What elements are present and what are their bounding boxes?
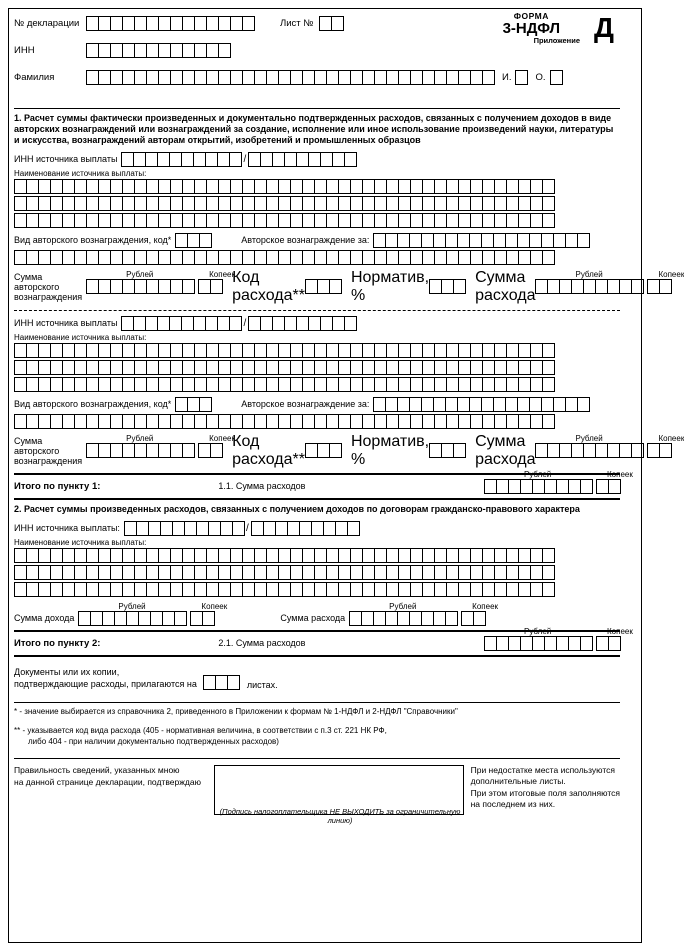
s1b2-name-row-1[interactable]: [14, 343, 620, 358]
s1b2-reward-for-cells[interactable]: [373, 397, 589, 412]
note-dstar-line2: либо 404 - при наличии документально подтвержденных расходов): [28, 736, 279, 746]
s1b2-exp-kop-caption: Копеек: [658, 434, 684, 444]
documents-suffix: листах.: [246, 680, 278, 691]
section2-title: 2. Расчет суммы произведенных расходов, связанных с получением доходов по договорам гражданско-правового характера: [14, 503, 580, 514]
s1b1-name-row-2[interactable]: [14, 196, 620, 211]
s1b1-expense-label: Сумма расхода: [475, 268, 536, 304]
note-dstar-line1: ** - указывается код вида расхода (405 - нормативная величина, в соответствии с п.3 ст. 221 НК РФ,: [14, 726, 387, 736]
confirmation-line2: на данной странице декларации, подтверждаю: [14, 776, 201, 787]
form-header: [14, 10, 620, 102]
s2-expense-label: Сумма расхода: [280, 613, 346, 624]
inn-cells[interactable]: [86, 43, 230, 58]
section2-total-kop-caption: Копеек: [607, 626, 633, 636]
confirmation-text: [14, 765, 204, 815]
declaration-number-cells[interactable]: [86, 16, 254, 31]
s1b2-kpp-cells[interactable]: [248, 316, 356, 331]
extra-sheets-line1: При недостатке места используются: [470, 764, 615, 775]
s1b1-name-row-3[interactable]: [14, 213, 620, 228]
initial-first-label: И.: [502, 72, 512, 83]
s1b2-code-cells[interactable]: [305, 443, 341, 458]
s2-expense-field: [349, 601, 499, 626]
section2-total-field: [484, 626, 633, 651]
s2-expense-rub-caption: Рублей: [389, 601, 417, 611]
s1b1-code-label: Код расхода**: [232, 268, 305, 304]
section1-total-divider-bottom: [14, 498, 620, 500]
s1b1-kind-cells[interactable]: [175, 233, 211, 248]
s1b1-exp-rub-cells[interactable]: [535, 279, 643, 294]
s2-inn-row: [14, 521, 620, 536]
s1b2-norm-cells[interactable]: [429, 443, 465, 458]
inn-label: ИНН: [14, 45, 35, 56]
s2-expense-rub-cells[interactable]: [349, 611, 457, 626]
initial-patronymic-label: О.: [535, 72, 546, 83]
s1b2-sum-label: Сумма авторского вознаграждения: [14, 435, 83, 466]
section1-block-1: [14, 152, 684, 305]
extra-sheets-line2: дополнительные листы.: [470, 776, 566, 787]
s1b1-sums-row: [14, 268, 684, 305]
section1-block-divider: [14, 310, 620, 311]
footer: [14, 764, 620, 825]
s1b1-kpp-cells[interactable]: [248, 152, 356, 167]
section1-total-kop-caption: Копеек: [607, 469, 633, 479]
s1b2-exp-rub-cells[interactable]: [535, 443, 643, 458]
s2-amount-row: [14, 601, 620, 626]
form-content: [14, 10, 684, 825]
appendix-letter: Д: [594, 12, 614, 43]
sheet-number-cells[interactable]: [319, 16, 343, 31]
s1b2-exp-rub-caption: Рублей: [575, 434, 603, 444]
s1b2-inn-cells[interactable]: [121, 316, 241, 331]
extra-sheets-line3: При этом итоговые поля заполняются: [470, 787, 620, 798]
appendix-label: Приложение: [533, 36, 580, 45]
s1b1-sum-kop-caption: Копеек: [209, 270, 235, 280]
section2-total-kop-cells[interactable]: [596, 636, 620, 651]
s1b1-sum-rub-cells[interactable]: [86, 279, 194, 294]
s2-name-row-3[interactable]: [14, 582, 620, 597]
s1b2-name-row-3[interactable]: [14, 377, 620, 392]
s1b1-name-label: Наименование источника выплаты:: [14, 168, 147, 178]
form-title-line1: ФОРМА: [513, 11, 549, 21]
s2-name-row-2[interactable]: [14, 565, 620, 580]
confirmation-line1: Правильность сведений, указанных мною: [14, 764, 180, 775]
documents-label: [14, 667, 197, 690]
s1b2-sum-rub-cells[interactable]: [86, 443, 194, 458]
s1b1-inn-label: ИНН источника выплаты: [14, 154, 118, 165]
section2-total-row: [14, 626, 633, 651]
s1b1-reward-for-label: Авторское вознаграждение за:: [241, 235, 370, 246]
note-star: * - значение выбирается из справочника 2, приведенного в Приложении к формам № 1-НДФЛ и 2-НДФЛ "Справочники": [14, 707, 458, 717]
s1b1-exp-kop-caption: Копеек: [658, 270, 684, 280]
section2-total-rub-caption: Рублей: [524, 626, 552, 636]
s2-name-row-1[interactable]: [14, 548, 620, 563]
s1b1-exp-rub-caption: Рублей: [575, 270, 603, 280]
header-divider: [14, 108, 620, 109]
s1b1-code-cells[interactable]: [305, 279, 341, 294]
section2-total-rub-cells[interactable]: [484, 636, 592, 651]
s1b2-inn-kpp-separator: /: [243, 317, 247, 329]
section1-block-2: [14, 316, 684, 469]
s1b1-exp-kop-cells[interactable]: [647, 279, 671, 294]
documents-row: [14, 667, 620, 690]
notes-divider: [14, 702, 620, 703]
s2-kpp-cells[interactable]: [251, 521, 359, 536]
s1b2-kind-label: Вид авторского вознаграждения, код*: [14, 399, 172, 410]
s1b1-norm-label: Норматив, %: [350, 268, 430, 304]
s1b1-sum-rub-caption: Рублей: [126, 270, 154, 280]
initial-patronymic-cells[interactable]: [550, 70, 562, 85]
s1b1-name-row-1[interactable]: [14, 179, 620, 194]
declaration-number-label: № декларации: [14, 18, 80, 29]
s1b2-expense-label: Сумма расхода: [475, 432, 536, 468]
documents-sheets-cells[interactable]: [203, 675, 239, 690]
s1b2-reward-row-2[interactable]: [14, 414, 620, 429]
section1-total-rub-cells[interactable]: [484, 479, 592, 494]
s1b2-kind-row: [14, 397, 620, 412]
section1-total-rub-caption: Рублей: [524, 469, 552, 479]
s1b2-sums-row: [14, 432, 684, 469]
s1b1-kind-label: Вид авторского вознаграждения, код*: [14, 235, 172, 246]
s1b1-kind-row: [14, 233, 620, 248]
s1b2-kind-cells[interactable]: [175, 397, 211, 412]
s1b2-norm-label: Норматив, %: [350, 432, 430, 468]
section2-total-label: Итого по пункту 2:: [14, 637, 101, 649]
form-title: [503, 12, 560, 37]
s2-inn-kpp-separator: /: [246, 522, 249, 534]
s1b2-name-row-2[interactable]: [14, 360, 620, 375]
declaration-number-row: [14, 16, 343, 31]
section1-total-kop-cells[interactable]: [596, 479, 620, 494]
extra-sheets-note: [471, 765, 620, 815]
signature-box[interactable]: [214, 765, 464, 825]
s2-expense-kop-cells[interactable]: [461, 611, 485, 626]
s1b1-reward-for-cells[interactable]: [373, 233, 589, 248]
s1b1-inn-cells[interactable]: [121, 152, 241, 167]
s1b1-inn-row: [14, 152, 620, 167]
s2-income-rub-caption: Рублей: [118, 601, 146, 611]
documents-label-line1: Документы или их копии,: [14, 666, 120, 677]
s1b2-sum-rub-caption: Рублей: [126, 434, 154, 444]
surname-cells[interactable]: [86, 70, 494, 85]
form-title-line2: 3-НДФЛ: [502, 19, 560, 37]
s2-inn-cells[interactable]: [124, 521, 244, 536]
section2-total-divider-bottom: [14, 655, 620, 657]
s2-income-rub-cells[interactable]: [78, 611, 186, 626]
section1-total-row: [14, 469, 633, 494]
s1b1-inn-kpp-separator: /: [243, 153, 247, 165]
s1b2-reward-for-label: Авторское вознаграждение за:: [241, 399, 370, 410]
s1b2-sum-field: [86, 434, 235, 458]
extra-sheets-line4: на последнем из них.: [470, 799, 556, 810]
initial-first-cells[interactable]: [515, 70, 527, 85]
s2-inn-label: ИНН источника выплаты:: [14, 523, 120, 534]
s1b1-sum-field: [86, 270, 235, 294]
s2-income-kop-cells[interactable]: [190, 611, 214, 626]
sheet-number-label: Лист №: [280, 18, 314, 29]
s2-name-label: Наименование источника выплаты:: [14, 537, 147, 547]
s1b2-sum-kop-caption: Копеек: [209, 434, 235, 444]
documents-label-line2: подтверждающие расходы, прилагаются на: [14, 678, 197, 689]
section1-title: 1. Расчет суммы фактически произведенных и документально подтвержденных расходов, связанных с получением доходов в виде авторских вознаграждений или вознаграждений за создание, исполнение или иное использование произведений науки, литературы и искусства, вознаграждений авторам открытий, изобретений и промышленных образцов: [14, 113, 614, 145]
s1b1-sum-label: Сумма авторского вознаграждения: [14, 271, 83, 302]
s2-income-label: Сумма дохода: [14, 613, 75, 624]
s1b2-expense-field: [535, 434, 684, 458]
s1b1-reward-row-2[interactable]: [14, 250, 620, 265]
s1b2-code-label: Код расхода**: [232, 432, 305, 468]
s2-income-kop-caption: Копеек: [201, 601, 228, 611]
surname-label: Фамилия: [14, 72, 55, 83]
signature-note: (Подпись налогоплательщика НЕ ВЫХОДИТЬ за ограничительную линию): [219, 806, 461, 825]
s1b1-sum-kop-cells[interactable]: [198, 279, 222, 294]
section1-total-field: [484, 469, 633, 494]
section1-total-item-label: 1.1. Сумма расходов: [218, 481, 306, 492]
section1-total-label: Итого по пункту 1:: [14, 480, 101, 492]
section2-total-item-label: 2.1. Сумма расходов: [218, 638, 306, 649]
footer-divider: [14, 758, 620, 759]
s1b2-exp-kop-cells[interactable]: [647, 443, 671, 458]
s1b1-norm-cells[interactable]: [429, 279, 465, 294]
s1b2-inn-label: ИНН источника выплаты: [14, 318, 118, 329]
s2-expense-kop-caption: Копеек: [472, 601, 499, 611]
s2-income-field: [78, 601, 228, 626]
inn-row: [14, 43, 230, 58]
s1b1-expense-field: [535, 270, 684, 294]
s1b2-name-label: Наименование источника выплаты:: [14, 332, 147, 342]
s1b2-sum-kop-cells[interactable]: [198, 443, 222, 458]
s1b2-inn-row: [14, 316, 620, 331]
surname-row: [14, 70, 562, 85]
